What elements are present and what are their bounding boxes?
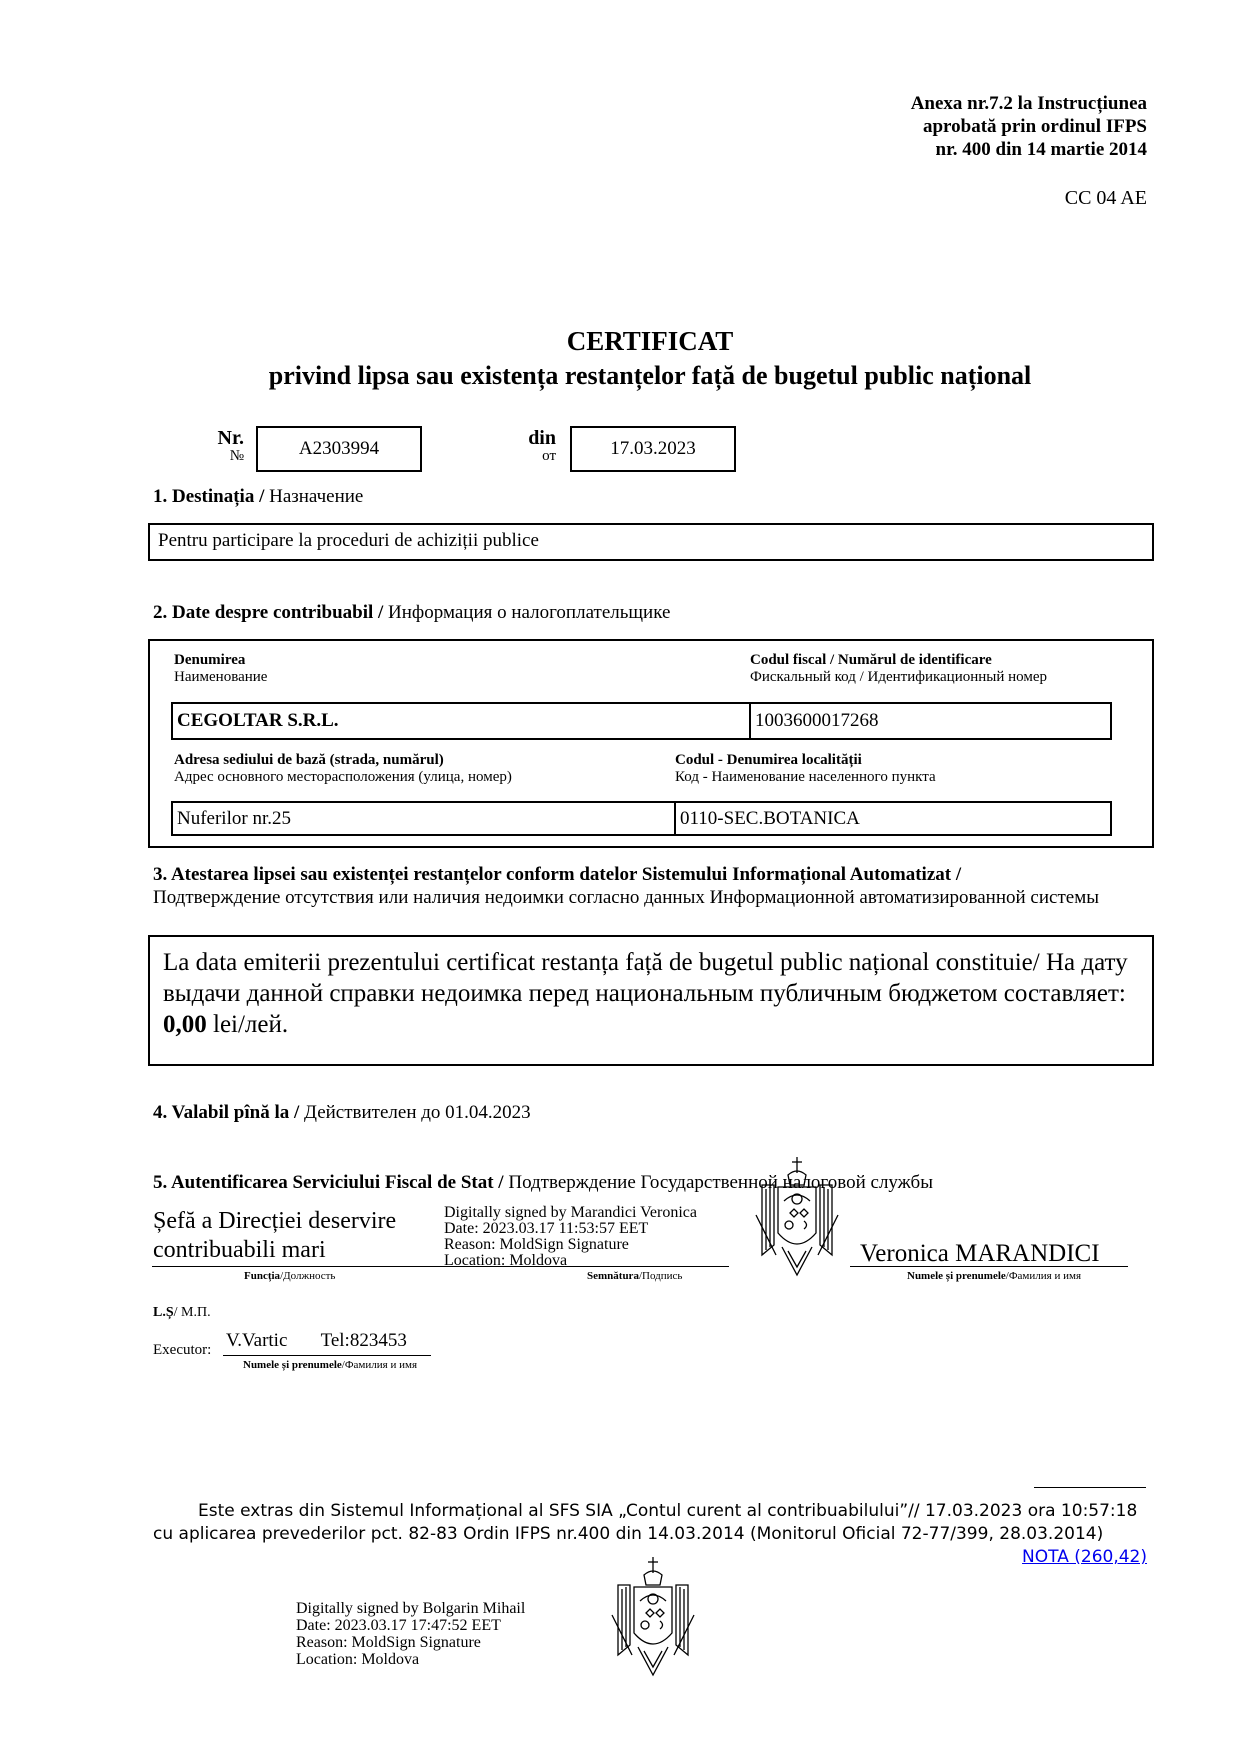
footer-rule <box>1034 1487 1146 1488</box>
number-label-ru: № <box>229 448 244 464</box>
signature-line: Digitally signed by Bolgarin Mihail <box>296 1600 526 1617</box>
digital-signature-marandici <box>444 1205 697 1269</box>
section3-heading <box>153 863 1153 909</box>
section1-title: 1. Destinația / <box>153 486 265 507</box>
signature-line: Location: Moldova <box>296 1651 420 1668</box>
annex-line: aprobată prin ordinul IFPS <box>922 116 1147 137</box>
digital-signature-bolgarin <box>296 1600 525 1668</box>
document-title: CERTIFICAT <box>566 326 734 356</box>
company-name-field: CEGOLTAR S.R.L. <box>171 702 751 740</box>
fiscal-code-label: Codul fiscal / Numărul de identificare <box>750 652 992 668</box>
section5-title-ru: Подтверждение Государственной налоговой службы <box>508 1172 933 1193</box>
section2-title-ru: Информация о налогоплательщике <box>388 602 671 623</box>
signature-line: Digitally signed by Marandici Veronica <box>444 1204 697 1221</box>
signer-name-caption: Numele și prenumele/Фамилия и имя <box>907 1270 1082 1282</box>
section2-heading <box>153 602 670 624</box>
signature-line: Reason: MoldSign Signature <box>296 1634 481 1651</box>
signer-name: Veronica MARANDICI <box>860 1240 1100 1267</box>
position-caption: Funcția/Должность <box>244 1270 336 1282</box>
name-label-ru: Наименование <box>174 669 268 685</box>
signer-underline <box>850 1266 1128 1267</box>
address-label-group <box>174 752 512 786</box>
fiscal-code-label-ru: Фискальный код / Идентификационный номер <box>750 669 1048 685</box>
date-label: din <box>528 427 556 449</box>
fiscal-code-field: 1003600017268 <box>749 702 1112 740</box>
footer-line2: cu aplicarea prevederilor pct. 82-83 Ordin IFPS nr.400 din 14.03.2014 (Monitorul Oficial 72-77/399, 28.03.2014) <box>153 1524 1104 1544</box>
footer-line1: Este extras din Sistemul Informațional al SFS SIA „Contul curent al contribuabilului”// 17.03.2023 ora 10:57:18 <box>198 1501 1138 1521</box>
executor-label: Executor: <box>153 1342 212 1358</box>
signature-caption: Semnătura/Подпись <box>587 1270 683 1282</box>
date-label-ru: от <box>542 448 556 464</box>
section5-title: 5. Autentificarea Serviciului Fiscal de Stat / <box>153 1172 504 1193</box>
signature-underline <box>436 1266 729 1267</box>
coat-of-arms-icon <box>608 1555 698 1680</box>
locality-field: 0110-SEC.BOTANICA <box>674 801 1112 836</box>
signature-line: Date: 2023.03.17 17:47:52 EET <box>296 1617 501 1634</box>
section4-title: 4. Valabil pînă la / <box>153 1102 300 1123</box>
coat-of-arms-icon <box>752 1155 842 1280</box>
executor-info <box>226 1330 407 1352</box>
certificate-number-field: A2303994 <box>256 426 422 472</box>
footer-text <box>153 1500 1153 1546</box>
number-label: Nr. <box>217 427 244 449</box>
section3-title-ru: Подтверждение отсутствия или наличия недоимки согласно данных Информационной автоматизированной системы <box>153 887 1099 908</box>
arrears-statement-box <box>148 935 1154 1066</box>
signature-line: Reason: MoldSign Signature <box>444 1236 629 1253</box>
annex-reference <box>911 92 1147 161</box>
nota-link[interactable]: NOTA (260,42) <box>1022 1547 1147 1567</box>
locality-label-group <box>675 752 936 786</box>
section3-title: 3. Atestarea lipsei sau existenței restanțelor conform datelor Sistemului Informațional Automatizat / <box>153 864 962 885</box>
signature-line: Date: 2023.03.17 11:53:57 EET <box>444 1220 649 1237</box>
form-code: CC 04 AE <box>1064 187 1147 209</box>
address-label-ru: Адрес основного месторасположения (улица, номер) <box>174 769 512 785</box>
taxpayer-info-box <box>148 639 1154 848</box>
annex-line: nr. 400 din 14 martie 2014 <box>935 139 1147 160</box>
seal-placeholder: L.Ș/ М.П. <box>153 1305 211 1320</box>
certificate-date-field: 17.03.2023 <box>570 426 736 472</box>
position-underline <box>152 1266 436 1267</box>
address-label: Adresa sediului de bază (strada, numărul) <box>174 752 444 768</box>
address-field: Nuferilor nr.25 <box>171 801 676 836</box>
locality-label-ru: Код - Наименование населенного пункта <box>675 769 936 785</box>
fiscal-label-group <box>750 652 1047 686</box>
number-label-group <box>200 428 244 465</box>
locality-label: Codul - Denumirea localității <box>675 752 862 768</box>
section2-title: 2. Date despre contribuabil / <box>153 602 384 623</box>
section1-title-ru: Назначение <box>269 486 364 507</box>
arrears-amount: 0,00 <box>163 1011 207 1038</box>
name-label-group <box>174 652 267 686</box>
executor-name: V.Vartic <box>226 1330 288 1351</box>
official-position <box>153 1207 396 1265</box>
date-label-group <box>510 428 556 465</box>
executor-underline <box>223 1355 431 1356</box>
name-label: Denumirea <box>174 652 246 668</box>
validity-date: Действителен до 01.04.2023 <box>304 1102 531 1123</box>
arrears-statement: La data emiterii prezentului certificat restanța față de bugetul public național constituie/ На дату выдачи данной справки недоимка перед национальным публичным бюджетом составляет: <box>163 949 1128 1007</box>
document-subtitle: privind lipsa sau existența restanțelor față de bugetul public național <box>268 361 1032 390</box>
signature-line: Location: Moldova <box>444 1252 568 1269</box>
section1-heading <box>153 486 363 508</box>
section4-heading <box>153 1102 531 1124</box>
position-line1: Șefă a Direcției deservire <box>153 1208 397 1234</box>
annex-line: Anexa nr.7.2 la Instrucțiunea <box>910 93 1147 114</box>
executor-phone: Tel:823453 <box>320 1330 407 1351</box>
position-line2: contribuabili mari <box>153 1237 326 1263</box>
destination-field: Pentru participare la proceduri de achiziții publice <box>148 523 1154 561</box>
arrears-currency: lei/лей. <box>213 1011 289 1038</box>
executor-caption: Numele și prenumele/Фамилия и имя <box>243 1359 418 1371</box>
